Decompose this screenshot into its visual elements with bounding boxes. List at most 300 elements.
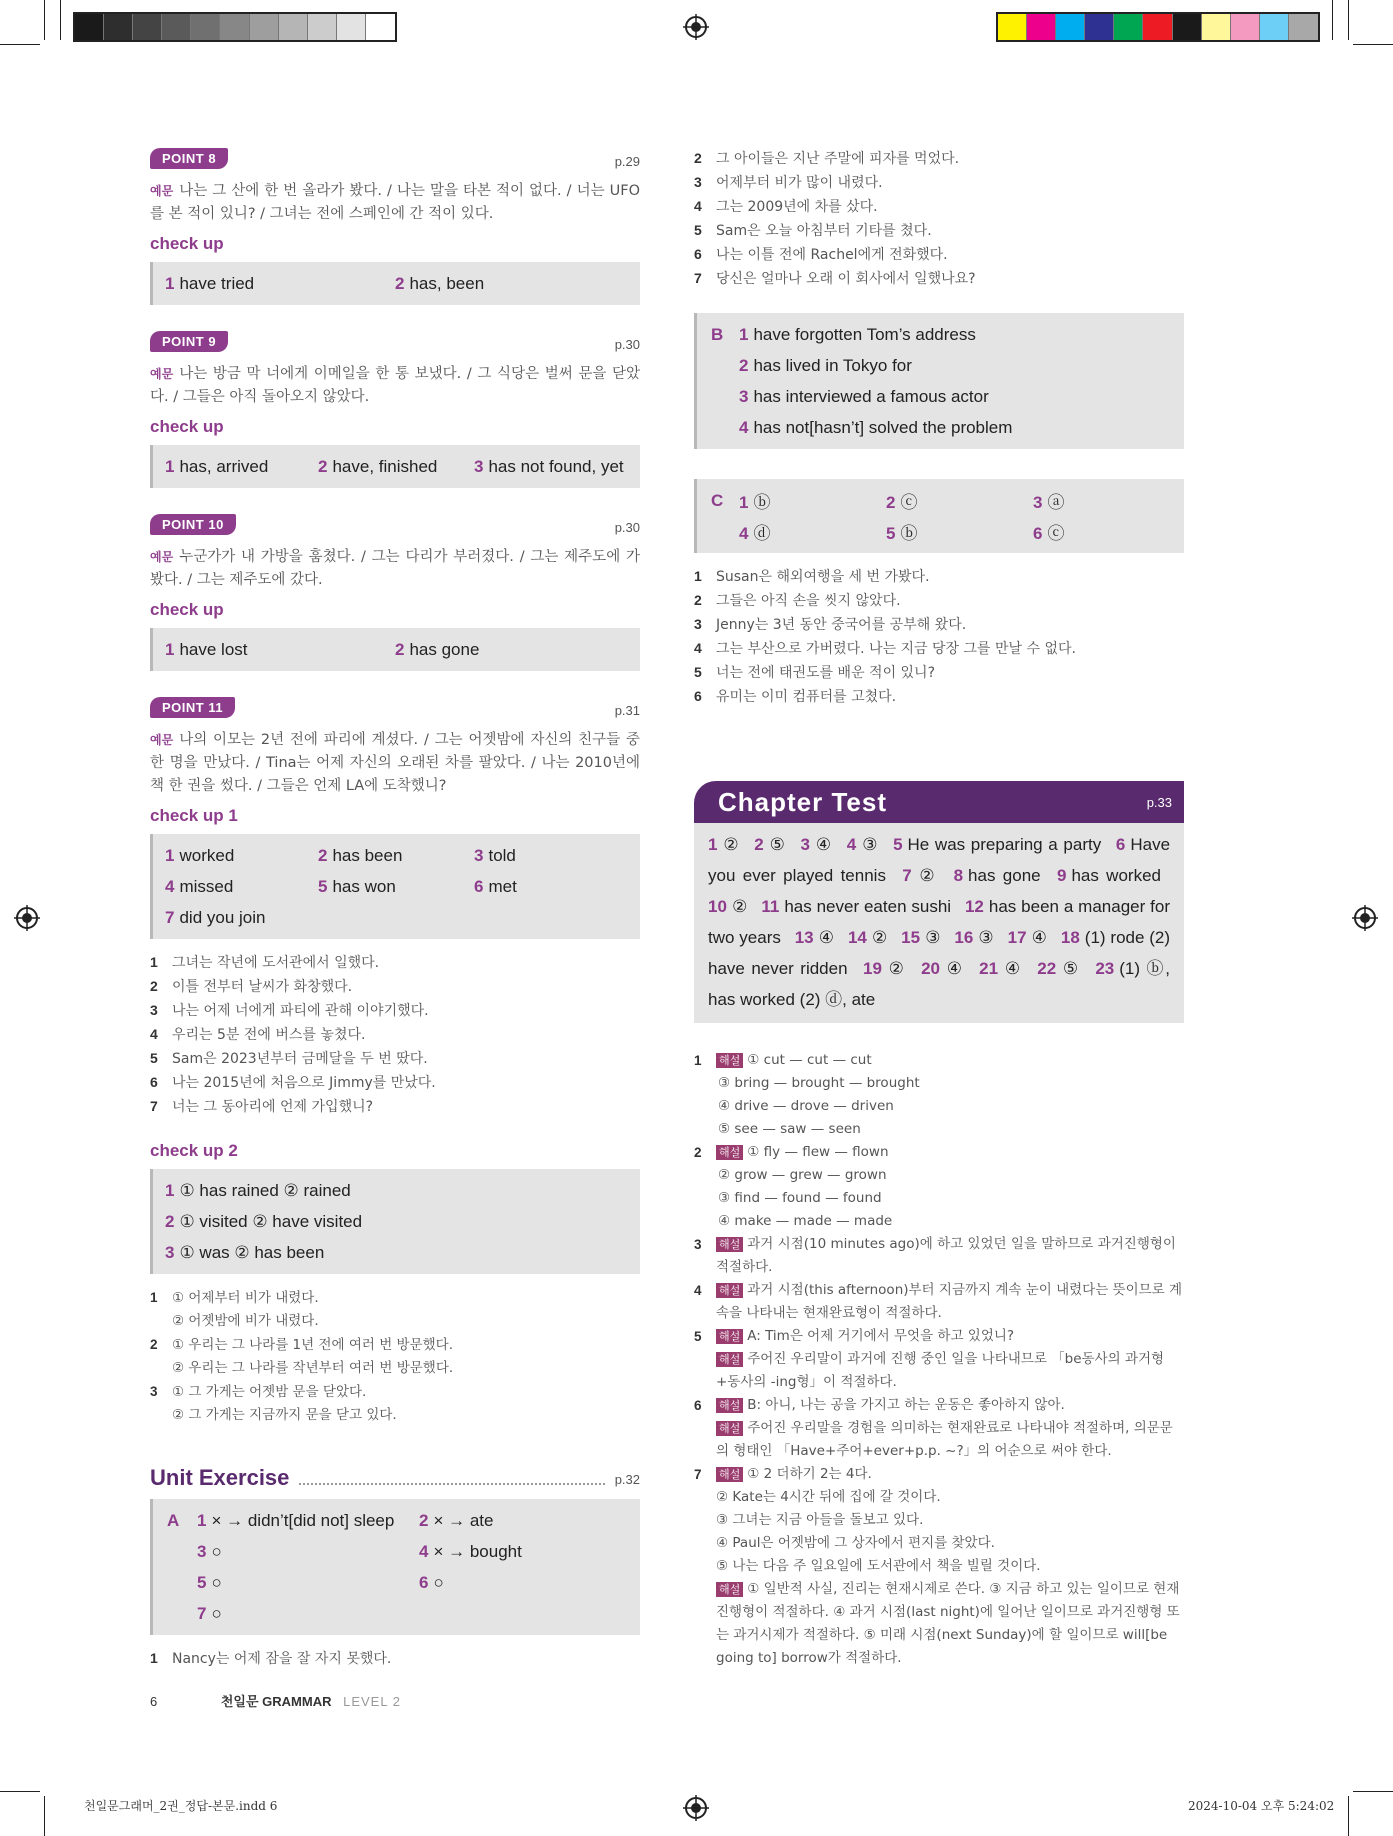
answer-text: have tried bbox=[179, 273, 255, 293]
chapter-test-answer bbox=[1057, 866, 1161, 885]
answer-text: did you join bbox=[179, 907, 266, 927]
answer-text: ⓓ bbox=[753, 524, 771, 543]
list-item: ③ find — found — found bbox=[718, 1190, 882, 1206]
cmyk-color-bar bbox=[996, 12, 1320, 42]
crop-mark bbox=[1332, 0, 1333, 40]
answer-text: ⑤ bbox=[768, 835, 786, 854]
page-reference: p.32 bbox=[614, 1472, 640, 1487]
explanation-tag: 해설 bbox=[716, 1053, 743, 1068]
answer-number: 4 bbox=[419, 1541, 429, 1561]
answer-number: 3 bbox=[165, 1242, 175, 1262]
answer-number: 4 bbox=[165, 876, 175, 896]
answer-number: 10 bbox=[708, 897, 727, 916]
answer-text: (1) ⓑ, has worked (2) ⓓ, ate bbox=[708, 959, 1170, 1009]
color-swatch bbox=[1289, 14, 1318, 40]
check-up-title: check up bbox=[150, 417, 224, 436]
explanation-tag: 해설 bbox=[716, 1421, 743, 1436]
answer-number: 2 bbox=[419, 1510, 429, 1530]
list-item: 그들은 아직 손을 씻지 않았다. bbox=[716, 593, 901, 609]
answer-number: 6 bbox=[474, 876, 484, 896]
crop-mark bbox=[0, 44, 40, 45]
answer-text: has been bbox=[332, 845, 403, 865]
list-item: 그는 부산으로 가버렸다. 나는 지금 당장 그를 만날 수 없다. bbox=[716, 641, 1077, 657]
chapter-test-answer bbox=[902, 866, 937, 885]
answer-text: have, finished bbox=[332, 456, 438, 476]
list-item: A: Tim은 어제 거기에서 무엇을 하고 있었니? bbox=[747, 1328, 1015, 1344]
point-10-section bbox=[150, 514, 640, 671]
answer-text: ④ bbox=[1031, 928, 1048, 947]
answer-text: ④ bbox=[1003, 959, 1022, 978]
chapter-test-answer bbox=[801, 835, 833, 854]
color-swatch bbox=[1143, 14, 1172, 40]
chapter-test-answer bbox=[708, 897, 747, 916]
list-item: ② 그 가게는 지금까지 문을 닫고 있다. bbox=[172, 1407, 397, 1423]
color-swatch bbox=[1231, 14, 1260, 40]
unit-exercise-title: Unit Exercise bbox=[150, 1465, 290, 1490]
answer-number: 3 bbox=[1033, 493, 1043, 512]
answer-text: × → bought bbox=[433, 1541, 522, 1561]
list-number: 6 bbox=[694, 1398, 702, 1413]
crop-mark bbox=[60, 0, 61, 40]
color-swatch bbox=[366, 14, 395, 40]
file-slug: 천일문그래머_2권_정답-본문.indd 6 bbox=[84, 1799, 278, 1813]
list-item: 너는 전에 태권도를 배운 적이 있니? bbox=[716, 665, 936, 681]
list-number: 3 bbox=[150, 1384, 158, 1399]
answer-text: × → didn’t[did not] sleep bbox=[211, 1510, 395, 1530]
explanation-tag: 해설 bbox=[716, 1145, 743, 1160]
list-item: Nancy는 어제 잠을 잘 자지 못했다. bbox=[172, 1651, 392, 1667]
answer-number: 4 bbox=[846, 835, 857, 854]
answer-text: ⓒ bbox=[900, 493, 918, 512]
explanation-tag: 해설 bbox=[716, 1398, 743, 1413]
answer-text: ⓑ bbox=[753, 493, 771, 512]
explanations bbox=[694, 1049, 1184, 1670]
list-number: 2 bbox=[694, 1145, 702, 1160]
answer-number: 16 bbox=[954, 928, 974, 947]
unit-exercise-section bbox=[150, 1461, 640, 1671]
list-item: 과거 시점(this afternoon)부터 지금까지 계속 눈이 내렸다는 뜻이므로 계속을 나타내는 현재완료형이 적절하다. bbox=[716, 1282, 1183, 1321]
list-item: 당신은 얼마나 오래 이 회사에서 일했나요? bbox=[716, 271, 976, 287]
answer-number: 1 bbox=[165, 639, 175, 659]
answer-number: 22 bbox=[1037, 959, 1057, 978]
crop-mark bbox=[1353, 1791, 1393, 1792]
point-badge: POINT 8 bbox=[150, 148, 228, 169]
answer-number: 2 bbox=[318, 845, 328, 865]
list-item: ② 우리는 그 나라를 작년부터 여러 번 방문했다. bbox=[172, 1360, 454, 1376]
list-item: ⑤ 나는 다음 주 일요일에 도서관에서 책을 빌릴 것이다. bbox=[716, 1558, 1041, 1574]
crop-mark bbox=[1348, 1796, 1349, 1836]
color-swatch bbox=[279, 14, 308, 40]
answer-number: 8 bbox=[953, 866, 964, 885]
answer-text: have forgotten Tom’s address bbox=[753, 324, 976, 344]
list-number: 1 bbox=[150, 1650, 158, 1666]
answer-text: met bbox=[488, 876, 517, 896]
page-reference: p.30 bbox=[614, 520, 640, 535]
chapter-test-answer bbox=[979, 959, 1022, 978]
list-number: 6 bbox=[694, 688, 702, 704]
color-swatch bbox=[191, 14, 220, 40]
answer-text: told bbox=[488, 845, 516, 865]
list-number: 6 bbox=[150, 1074, 158, 1090]
answer-text: ④ bbox=[818, 928, 835, 947]
answer-text: has been a manager for two years bbox=[708, 897, 1170, 947]
answer-number: 7 bbox=[165, 907, 175, 927]
exercise-label: A bbox=[167, 1511, 180, 1530]
list-number: 6 bbox=[694, 246, 702, 262]
check-up-1-title: check up 1 bbox=[150, 806, 238, 825]
point-8-section bbox=[150, 148, 640, 305]
list-item: 우리는 5분 전에 버스를 놓쳤다. bbox=[172, 1027, 366, 1043]
list-item: 나는 이틀 전에 Rachel에게 전화했다. bbox=[716, 247, 948, 263]
registration-mark-icon bbox=[1352, 905, 1378, 931]
answer-number: 2 bbox=[395, 273, 405, 293]
example-text bbox=[150, 729, 640, 798]
answer-text: ⓐ bbox=[1047, 493, 1065, 512]
answer-text: ⓒ bbox=[1047, 524, 1065, 543]
chapter-test-title: Chapter Test bbox=[718, 786, 887, 817]
translation-list bbox=[150, 1647, 640, 1671]
answer-text: has worked bbox=[1071, 866, 1161, 885]
color-swatch bbox=[337, 14, 366, 40]
color-swatch bbox=[133, 14, 162, 40]
answer-text: He was preparing a party bbox=[907, 835, 1102, 854]
answer-text: has lived in Tokyo for bbox=[753, 355, 912, 375]
example-tag: 예문 bbox=[150, 550, 174, 564]
list-item: 과거 시점(10 minutes ago)에 하고 있었던 일을 말하므로 과거진행형이 적절하다. bbox=[716, 1236, 1176, 1275]
answer-text: missed bbox=[179, 876, 234, 896]
exercise-label: B bbox=[711, 325, 724, 344]
answer-text: ⓑ bbox=[900, 524, 918, 543]
list-number: 3 bbox=[694, 1237, 702, 1252]
answer-number: 17 bbox=[1007, 928, 1027, 947]
list-item: ④ make — made — made bbox=[718, 1213, 893, 1229]
color-swatch bbox=[1260, 14, 1289, 40]
chapter-test-answer bbox=[848, 928, 887, 947]
answer-number: 23 bbox=[1095, 959, 1115, 978]
page-footer bbox=[150, 1691, 401, 1710]
example-tag: 예문 bbox=[150, 184, 174, 198]
list-item: 이틀 전부터 날씨가 화창했다. bbox=[172, 979, 353, 995]
example-sentences: 나는 그 산에 한 번 올라가 봤다. / 나는 말을 타본 적이 없다. / 너는 UFO를 본 적이 있니? / 그녀는 전에 스페인에 간 적이 있다. bbox=[150, 183, 640, 222]
page-reference: p.31 bbox=[614, 703, 640, 718]
example-tag: 예문 bbox=[150, 367, 174, 381]
answer-number: 19 bbox=[863, 959, 882, 978]
answer-box-b bbox=[694, 313, 1184, 449]
chapter-test-answer bbox=[847, 835, 879, 854]
list-item: 주어진 우리말이 과거에 진행 중인 일을 나타내므로 「be동사의 과거형+동사의 -ing형」이 적절하다. bbox=[716, 1351, 1165, 1390]
chapter-test-answer bbox=[754, 835, 786, 854]
list-item: 그는 2009년에 차를 샀다. bbox=[716, 199, 878, 215]
example-text bbox=[150, 363, 640, 409]
crop-mark bbox=[0, 1791, 40, 1792]
answer-text: has not[hasn’t] solved the problem bbox=[753, 417, 1013, 437]
answer-number: 15 bbox=[901, 928, 921, 947]
list-item: Sam은 2023년부터 금메달을 두 번 땄다. bbox=[172, 1051, 428, 1067]
color-swatch bbox=[1202, 14, 1231, 40]
list-item: ④ Paul은 어젯밤에 그 상자에서 편지를 찾았다. bbox=[716, 1535, 995, 1551]
list-number: 5 bbox=[150, 1050, 158, 1066]
answer-number: 11 bbox=[761, 897, 780, 916]
answer-box bbox=[150, 1169, 640, 1274]
chapter-test-answer bbox=[761, 897, 951, 916]
example-sentences: 나의 이모는 2년 전에 파리에 계셨다. / 그는 어젯밤에 자신의 친구들 중 한 명을 만났다. / Tina는 어제 자신의 오래된 차를 팔았다. / 나는 2010년에 책 한 권을 썼다. / 그들은 언제 LA에 도착했니? bbox=[150, 732, 640, 794]
answer-number: 7 bbox=[197, 1603, 207, 1623]
list-number: 7 bbox=[694, 1467, 702, 1482]
color-swatch bbox=[162, 14, 191, 40]
answer-number: 4 bbox=[739, 417, 749, 437]
answer-number: 1 bbox=[165, 845, 175, 865]
explanation-tag: 해설 bbox=[716, 1329, 743, 1344]
answer-text: ④ bbox=[815, 835, 833, 854]
answer-number: 5 bbox=[318, 876, 328, 896]
answer-text: has, been bbox=[409, 273, 485, 293]
answer-number: 2 bbox=[318, 456, 328, 476]
registration-mark-icon bbox=[683, 14, 709, 40]
page-reference: p.33 bbox=[1146, 794, 1172, 810]
list-item: Sam은 오늘 아침부터 기타를 쳤다. bbox=[716, 223, 932, 239]
list-number: 4 bbox=[694, 1283, 702, 1298]
crop-mark bbox=[1353, 44, 1393, 45]
point-badge: POINT 10 bbox=[150, 514, 236, 535]
chapter-test-answer bbox=[1008, 928, 1047, 947]
answer-number: 4 bbox=[739, 524, 749, 543]
answer-box bbox=[150, 1499, 640, 1635]
answer-text: ① was ② has been bbox=[179, 1242, 325, 1262]
chapter-test-answer bbox=[1037, 959, 1080, 978]
answer-text: has, arrived bbox=[179, 456, 269, 476]
color-swatch bbox=[1114, 14, 1143, 40]
answer-box-c bbox=[694, 479, 1184, 553]
list-number: 3 bbox=[694, 616, 702, 632]
translation-list bbox=[694, 565, 1184, 709]
answer-number: 18 bbox=[1060, 928, 1080, 947]
list-number: 4 bbox=[694, 198, 702, 214]
answer-box bbox=[150, 628, 640, 671]
answer-number: 2 bbox=[886, 493, 896, 512]
color-swatch bbox=[250, 14, 279, 40]
chapter-test-section bbox=[694, 781, 1184, 1023]
answer-text: ② bbox=[871, 928, 888, 947]
chapter-test-answer bbox=[901, 928, 940, 947]
translation-list bbox=[150, 1286, 640, 1427]
translation-list bbox=[694, 147, 1184, 291]
example-text bbox=[150, 546, 640, 592]
color-swatch bbox=[308, 14, 337, 40]
answer-number: 5 bbox=[886, 524, 896, 543]
exercise-label: C bbox=[711, 491, 724, 510]
list-item: 나는 어제 너에게 파티에 관해 이야기했다. bbox=[172, 1003, 429, 1019]
example-tag: 예문 bbox=[150, 733, 174, 747]
answer-number: 1 bbox=[165, 1180, 175, 1200]
chapter-test-answer bbox=[863, 959, 906, 978]
list-item: ⑤ see — saw — seen bbox=[718, 1121, 861, 1137]
answer-number: 9 bbox=[1056, 866, 1067, 885]
answer-text: (1) rode (2) have never ridden bbox=[708, 928, 1171, 978]
list-item: 어제부터 비가 많이 내렸다. bbox=[716, 175, 883, 191]
answer-text: ① visited ② have visited bbox=[179, 1211, 363, 1231]
list-item: 유미는 이미 컴퓨터를 고쳤다. bbox=[716, 689, 897, 705]
answer-number: 2 bbox=[739, 355, 749, 375]
list-item: ① 2 더하기 2는 4다. bbox=[747, 1466, 872, 1482]
answer-number: 3 bbox=[474, 845, 484, 865]
answer-text: ② bbox=[722, 835, 740, 854]
example-text bbox=[150, 180, 640, 226]
answer-box bbox=[150, 834, 640, 939]
date-slug: 2024-10-04 오후 5:24:02 bbox=[1188, 1799, 1335, 1813]
answer-text: ○ bbox=[211, 1603, 222, 1623]
list-item: ① 우리는 그 나라를 1년 전에 여러 번 방문했다. bbox=[172, 1337, 454, 1353]
list-item: ① 어제부터 비가 내렸다. bbox=[172, 1290, 319, 1306]
color-swatch bbox=[220, 14, 249, 40]
color-swatch bbox=[75, 14, 104, 40]
answer-number: 1 bbox=[165, 273, 175, 293]
list-number: 1 bbox=[694, 1053, 702, 1068]
answer-number: 2 bbox=[395, 639, 405, 659]
registration-mark-icon bbox=[14, 905, 40, 931]
answer-text: has not found, yet bbox=[488, 456, 624, 476]
chapter-test-answer bbox=[921, 959, 964, 978]
registration-mark-icon bbox=[683, 1795, 709, 1821]
list-number: 3 bbox=[694, 174, 702, 190]
answer-text: ○ bbox=[211, 1572, 222, 1592]
check-up-title: check up bbox=[150, 600, 224, 619]
chapter-test-header bbox=[694, 781, 1184, 823]
answer-text: has won bbox=[332, 876, 396, 896]
list-number: 4 bbox=[694, 640, 702, 656]
list-number: 1 bbox=[150, 954, 158, 970]
list-number: 3 bbox=[150, 1002, 158, 1018]
answer-number: 13 bbox=[794, 928, 814, 947]
answer-number: 5 bbox=[197, 1572, 207, 1592]
book-title: 천일문 GRAMMAR bbox=[220, 1694, 332, 1709]
chapter-test-answer bbox=[795, 928, 834, 947]
answer-text: ② bbox=[916, 866, 938, 885]
list-number: 4 bbox=[150, 1026, 158, 1042]
answer-text: has never eaten sushi bbox=[784, 897, 952, 916]
answer-number: 6 bbox=[1033, 524, 1043, 543]
answer-number: 7 bbox=[902, 866, 912, 885]
answer-number: 1 bbox=[739, 324, 749, 344]
crop-mark bbox=[44, 0, 45, 40]
gray-color-bar bbox=[73, 12, 397, 42]
crop-mark bbox=[1348, 0, 1349, 40]
example-sentences: 나는 방금 막 너에게 이메일을 한 통 보냈다. / 그 식당은 벌써 문을 닫았다. / 그들은 아직 돌아오지 않았다. bbox=[150, 366, 640, 405]
example-sentences: 누군가가 내 가방을 훔쳤다. / 그는 다리가 부러졌다. / 그는 제주도에 가봤다. / 그는 제주도에 갔다. bbox=[150, 549, 640, 588]
answer-number: 3 bbox=[474, 456, 484, 476]
list-item: ① 일반적 사실, 진리는 현재시제로 쓴다. ③ 지금 하고 있는 일이므로 현재진행형이 적절하다. ④ 과거 시점(last night)에 일어난 일이므로 과거진행형 또는 과거시제가 적절하다. ⑤ 미래 시점(next Sunday)에 할 일이므로 will[be going to] borrow가 적절하다. bbox=[716, 1581, 1180, 1666]
point-11-section bbox=[150, 697, 640, 1427]
list-item: ① fly — flew — flown bbox=[747, 1144, 889, 1160]
list-number: 2 bbox=[150, 1337, 158, 1352]
answer-text: has gone bbox=[968, 866, 1041, 885]
answer-text: ③ bbox=[861, 835, 879, 854]
answer-number: 5 bbox=[893, 835, 903, 854]
answer-text: ○ bbox=[433, 1572, 444, 1592]
answer-text: ⑤ bbox=[1061, 959, 1080, 978]
answer-number: 1 bbox=[708, 835, 718, 854]
explanation-tag: 해설 bbox=[716, 1352, 743, 1367]
crop-mark bbox=[44, 1796, 45, 1836]
answer-text: Have you ever played tennis bbox=[708, 835, 1171, 885]
color-swatch bbox=[1085, 14, 1114, 40]
answer-text: ② bbox=[731, 897, 748, 916]
answer-text: worked bbox=[179, 845, 235, 865]
list-item: ② grow — grew — grown bbox=[718, 1167, 887, 1183]
answer-number: 3 bbox=[800, 835, 810, 854]
explanation-tag: 해설 bbox=[716, 1283, 743, 1298]
list-item: B: 아니, 나는 공을 가지고 하는 운동은 좋아하지 않아. bbox=[747, 1397, 1065, 1413]
answer-text: have lost bbox=[179, 639, 248, 659]
list-item: 그 아이들은 지난 주말에 피자를 먹었다. bbox=[716, 151, 960, 167]
list-item: ④ drive — drove — driven bbox=[718, 1098, 894, 1114]
answer-text: ③ bbox=[978, 928, 994, 947]
answer-number: 3 bbox=[739, 386, 749, 406]
list-number: 1 bbox=[150, 1290, 158, 1305]
list-number: 5 bbox=[694, 222, 702, 238]
answer-number: 1 bbox=[739, 493, 749, 512]
page-reference: p.29 bbox=[614, 154, 640, 169]
answer-box bbox=[150, 262, 640, 305]
chapter-test-answers bbox=[694, 823, 1184, 1023]
list-number: 2 bbox=[694, 150, 702, 166]
answer-box bbox=[150, 445, 640, 488]
point-badge: POINT 9 bbox=[150, 331, 228, 352]
answer-text: ① has rained ② rained bbox=[179, 1180, 351, 1200]
answer-number: 1 bbox=[197, 1510, 207, 1530]
list-item: Jenny는 3년 동안 중국어를 공부해 왔다. bbox=[716, 617, 967, 633]
list-item: ① 그 가게는 어젯밤 문을 닫았다. bbox=[172, 1384, 367, 1400]
page-reference: p.30 bbox=[614, 337, 640, 352]
list-number: 7 bbox=[150, 1098, 158, 1114]
translation-list bbox=[150, 951, 640, 1119]
list-item: 나는 2015년에 처음으로 Jimmy를 만났다. bbox=[172, 1075, 436, 1091]
explanation-tag: 해설 bbox=[716, 1237, 743, 1252]
chapter-test-answer bbox=[708, 835, 740, 854]
list-number: 5 bbox=[694, 1329, 702, 1344]
answer-number: 21 bbox=[979, 959, 999, 978]
chapter-test-answer bbox=[893, 835, 1101, 854]
list-item: Susan은 해외여행을 세 번 가봤다. bbox=[716, 569, 930, 585]
list-item: ③ bring — brought — brought bbox=[718, 1075, 920, 1091]
color-swatch bbox=[1173, 14, 1202, 40]
answer-text: ○ bbox=[211, 1541, 222, 1561]
list-item: ① cut — cut — cut bbox=[747, 1052, 872, 1068]
chapter-test-answer bbox=[954, 928, 993, 947]
answer-number: 3 bbox=[197, 1541, 207, 1561]
right-column bbox=[694, 147, 1184, 1670]
answer-number: 20 bbox=[921, 959, 941, 978]
answer-number: 2 bbox=[754, 835, 764, 854]
list-item: 너는 그 동아리에 언제 가입했니? bbox=[172, 1099, 374, 1115]
answer-number: 14 bbox=[847, 928, 867, 947]
answer-text: ③ bbox=[925, 928, 941, 947]
list-item: 그녀는 작년에 도서관에서 일했다. bbox=[172, 955, 380, 971]
point-9-section bbox=[150, 331, 640, 488]
explanation-tag: 해설 bbox=[716, 1582, 743, 1597]
color-swatch bbox=[1027, 14, 1056, 40]
answer-number: 6 bbox=[1115, 835, 1126, 854]
page-number: 6 bbox=[150, 1694, 158, 1709]
answer-number: 2 bbox=[165, 1211, 175, 1231]
list-item: 주어진 우리말을 경험을 의미하는 현재완료로 나타내야 적절하며, 의문문의 형태인 「Have+주어+ever+p.p. ~?」의 어순으로 써야 한다. bbox=[716, 1420, 1173, 1459]
color-swatch bbox=[998, 14, 1027, 40]
point-badge: POINT 11 bbox=[150, 697, 235, 718]
answer-text: has interviewed a famous actor bbox=[753, 386, 989, 406]
answer-number: 12 bbox=[964, 897, 984, 916]
answer-text: ② bbox=[886, 959, 906, 978]
list-number: 2 bbox=[150, 978, 158, 994]
color-swatch bbox=[104, 14, 133, 40]
